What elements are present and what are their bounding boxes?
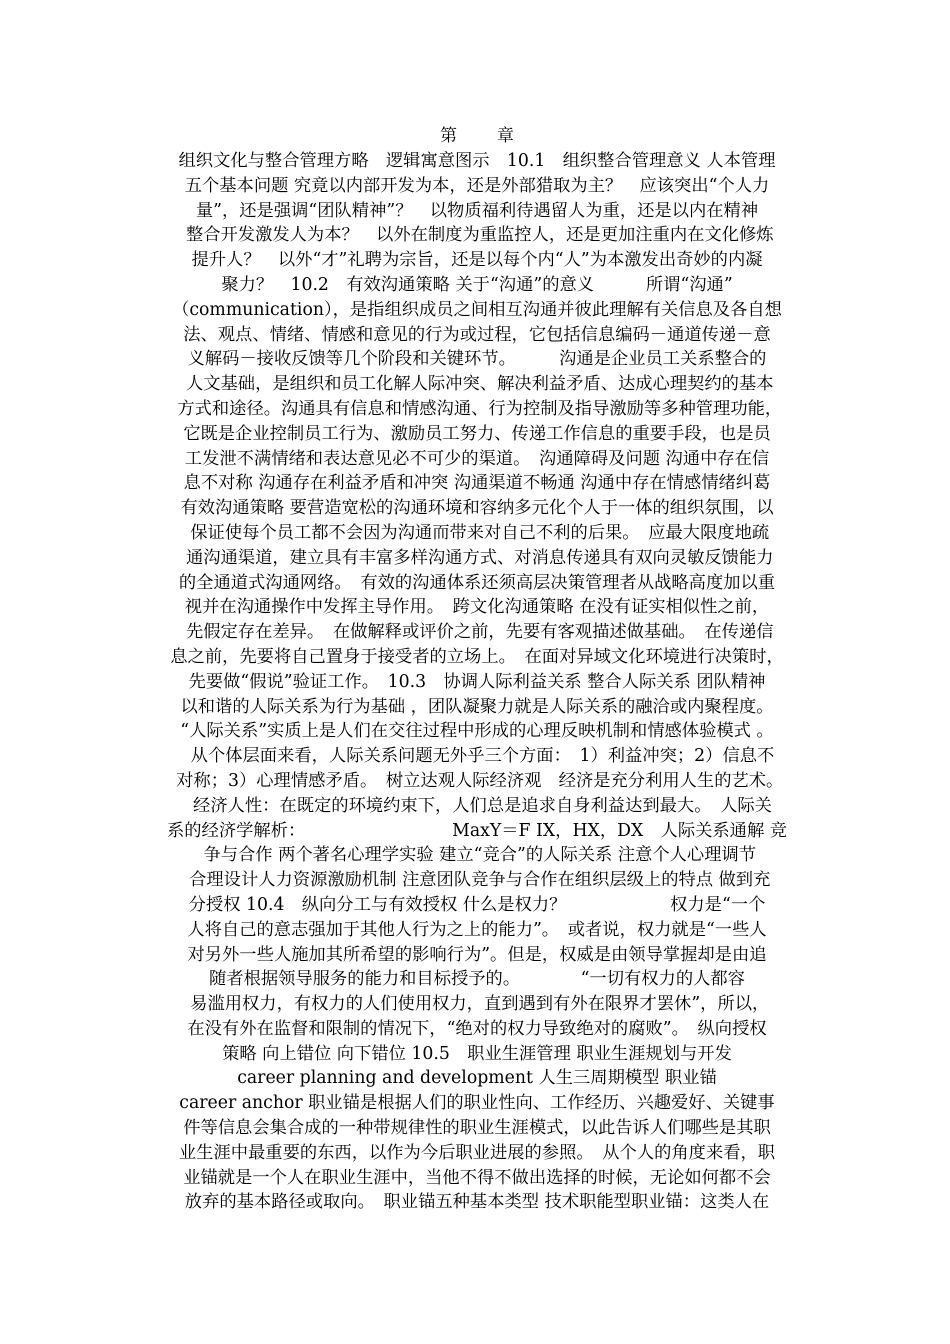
text-line: 法、观点、情绪、情感和意见的行为或过程，它包括信息编码－通道传递－意	[183, 324, 771, 345]
text-line: 合理设计人力资源激励机制 注意团队竞争与合作在组织层级上的特点 做到充	[183, 870, 771, 891]
text-line: 义解码－接收反馈等几个阶段和关键环节。 沟通是企业员工关系整合的	[187, 349, 767, 370]
text-line: 从个体层面来看，人际关系问题无外乎三个方面： 1）利益冲突；2）信息不	[179, 746, 775, 767]
text-line: 先假定存在差异。 在做解释或评价之前，先要有客观描述做基础。 在传递信	[180, 622, 774, 643]
text-line: 有效沟通策略 要营造宽松的沟通环境和容纳多元化个人于一体的组织氛围，以	[180, 498, 774, 519]
text-line: 它既是企业控制员工行为、激励员工努力、传递工作信息的重要手段，也是员	[183, 423, 771, 444]
text-line: 的全通道式沟通网络。 有效的沟通体系还须高层决策管理者从战略高度加以重	[178, 572, 776, 593]
text-line: 系的经济学解析： MaxY＝F IX，HX，DX 人际关系通解 竞	[166, 820, 788, 841]
text-line: 在没有外在监督和限制的情况下，“绝对的权力导致绝对的腐败”。 纵向授权	[187, 1018, 767, 1039]
chapter-heading	[146, 124, 808, 149]
text-line: 经济人性：在既定的环境约束下，人们总是追求自身利益达到最大。 人际关	[182, 795, 772, 816]
text-line: 提升人？ 以外“才”礼聘为宗旨，还是以每个内“人”为本激发出奇妙的内凝	[191, 250, 763, 271]
text-line: 争与合作 两个著名心理学实验 建立“竞合”的人际关系 注意个人心理调节	[197, 845, 757, 866]
text-line: 对称；3）心理情感矛盾。 树立达观人际经济观 经济是充分利用人生的艺术。	[170, 770, 784, 791]
text-line: 业生涯中最重要的东西，以作为今后职业进展的参照。 从个人的角度来看，职	[178, 1142, 776, 1163]
text-line: career anchor 职业锚是根据人们的职业性向、工作经历、兴趣爱好、关键事	[179, 1093, 775, 1114]
text-line: 息之前，先要将自己置身于接受者的立场上。 在面对异域文化环境进行决策时，	[170, 646, 784, 667]
text-line: 以和谐的人际关系为行为基础 ，团队凝聚力就是人际关系的融洽或内聚程度。	[180, 696, 774, 717]
text-line: 分授权 10.4 纵向分工与有效授权 什么是权力？ 权力是“一个	[188, 894, 766, 915]
text-line: 策略 向上错位 向下错位 10.5 职业生涯管理 职业生涯规划与开发	[222, 1043, 732, 1064]
text-line: 随者根据领导服务的能力和目标授予的。 “一切有权力的人都容	[209, 969, 745, 990]
text-line: （communication），是指组织成员之间相互沟通并彼此理解有关信息及各自想	[172, 299, 782, 320]
text-line: 方式和途径。沟通具有信息和情感沟通、行为控制及指导激励等多种管理功能，	[171, 398, 783, 419]
text-line: 五个基本问题 究竟以内部开发为本，还是外部猎取为主？ 应该突出“个人力	[184, 175, 770, 196]
body-paragraph	[146, 149, 808, 1215]
text-line: 聚力？ 10.2 有效沟通策略 关于“沟通”的意义 所谓“沟通”	[221, 274, 733, 295]
text-line: 视并在沟通操作中发挥主导作用。 跨文化沟通策略 在没有证实相似性之前，	[184, 597, 770, 618]
text-line: 量”，还是强调“团队精神”？ 以物质福利待遇留人为重，还是以内在精神	[195, 200, 759, 221]
text-line: 人将自己的意志强加于其他人行为之上的能力”。 或者说，权力就是“一些人	[187, 919, 767, 940]
chapter-heading-left: 第	[440, 126, 457, 146]
text-line: 息不对称 沟通存在利益矛盾和冲突 沟通渠道不畅通 沟通中存在情感情绪纠葛	[183, 473, 771, 494]
text-line: career planning and development 人生三周期模型 职业锚	[237, 1068, 717, 1089]
text-line: 业锚就是一个人在职业生涯中，当他不得不做出选择的时候，无论如何都不会	[183, 1167, 771, 1188]
document-page	[146, 124, 808, 1215]
text-line: 易滥用权力，有权力的人们使用权力，直到遇到有外在限界才罢休”，所以，	[184, 994, 770, 1015]
text-line: 放弃的基本路径或取向。 职业锚五种基本类型 技术职能型职业锚：这类人在	[184, 1192, 770, 1213]
text-line: 对另外一些人施加其所希望的影响行为”。但是，权威是由领导掌握却是由追	[187, 944, 767, 965]
text-line: “人际关系”实质上是人们在交往过程中形成的心理反映机制和情感体验模式 。	[180, 721, 774, 742]
text-line: 保证使每个员工都不会因为沟通而带来对自己不利的后果。 应最大限度地疏	[184, 522, 770, 543]
text-line: 整合开发激发人为本？ 以外在制度为重监控人，还是更加注重内在文化修炼	[180, 225, 774, 246]
text-line: 件等信息会集合成的一种带规律性的职业生涯模式，以此告诉人们哪些是其职	[183, 1118, 771, 1139]
text-line: 先要做“假说”验证工作。 10.3 协调人际利益关系 整合人际关系 团队精神	[188, 671, 766, 692]
chapter-heading-right: 章	[497, 126, 514, 146]
text-line: 工发泄不满情绪和表达意见必不可少的渠道。 沟通障碍及问题 沟通中存在信	[184, 448, 770, 469]
text-line: 通沟通渠道，建立具有丰富多样沟通方式、对消息传递具有双向灵敏反馈能力	[180, 547, 774, 568]
text-line: 人文基础，是组织和员工化解人际冲突、解决利益矛盾、达成心理契约的基本	[180, 374, 774, 395]
text-line: 组织文化与整合管理方略 逻辑寓意图示 10.1 组织整合管理意义 人本管理	[178, 151, 776, 171]
